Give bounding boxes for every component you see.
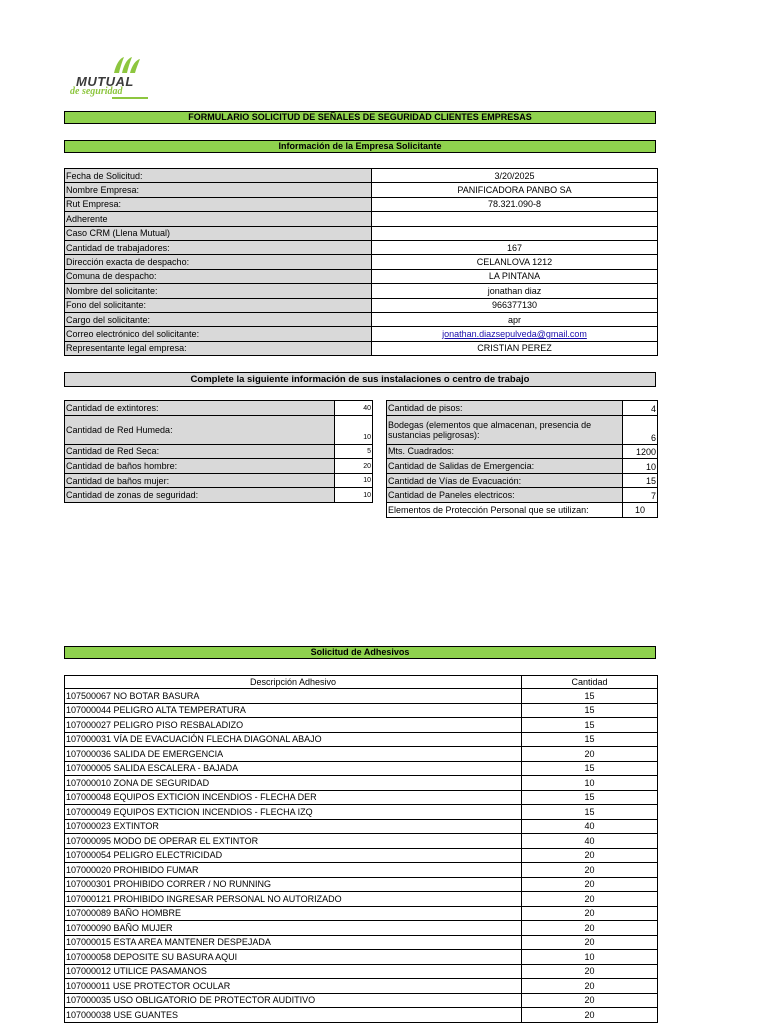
company-info-row xyxy=(65,169,658,183)
column-header-description: Descripción Adhesivo xyxy=(65,676,522,689)
sticker-row xyxy=(65,776,658,791)
sticker-quantity: 15 xyxy=(522,790,658,805)
sticker-row xyxy=(65,689,658,704)
facility-value: 6 xyxy=(623,415,658,444)
facility-row xyxy=(65,473,373,488)
company-info-row xyxy=(65,298,658,312)
sticker-description: 107000089 BAÑO HOMBRE xyxy=(65,906,522,921)
company-info-label: Fono del solicitante: xyxy=(65,298,372,312)
facilities-left-table xyxy=(64,400,373,503)
company-info-row xyxy=(65,284,658,298)
sticker-description: 107000023 EXTINTOR xyxy=(65,819,522,834)
company-info-row xyxy=(65,269,658,283)
company-info-row xyxy=(65,255,658,269)
sticker-quantity: 20 xyxy=(522,935,658,950)
sticker-quantity: 20 xyxy=(522,993,658,1008)
sticker-quantity: 20 xyxy=(522,906,658,921)
facility-label: Cantidad de Vías de Evacuación: xyxy=(387,473,623,488)
sticker-row xyxy=(65,906,658,921)
sticker-description: 107000015 ESTA AREA MANTENER DESPEJADA xyxy=(65,935,522,950)
sticker-row xyxy=(65,805,658,820)
logo-leaf-icon xyxy=(108,56,142,74)
sticker-row xyxy=(65,819,658,834)
sticker-row xyxy=(65,863,658,878)
company-info-value xyxy=(372,212,658,226)
company-info-label: Comuna de despacho: xyxy=(65,269,372,283)
company-info-value: LA PINTANA xyxy=(372,269,658,283)
sticker-quantity: 10 xyxy=(522,776,658,791)
form-title: FORMULARIO SOLICITUD DE SEÑALES DE SEGURIDAD CLIENTES EMPRESAS xyxy=(64,111,656,124)
facility-row xyxy=(387,415,658,444)
stickers-table xyxy=(64,675,658,1023)
facility-row xyxy=(65,488,373,503)
sticker-description: 107000095 MODO DE OPERAR EL EXTINTOR xyxy=(65,834,522,849)
facility-label: Cantidad de Red Seca: xyxy=(65,444,335,459)
sticker-quantity: 20 xyxy=(522,921,658,936)
sticker-description: 107000058 DEPOSITE SU BASURA AQUI xyxy=(65,950,522,965)
sticker-description: 107000038 USE GUANTES xyxy=(65,1008,522,1023)
company-info-label: Cantidad de trabajadores: xyxy=(65,240,372,254)
facility-value: 15 xyxy=(623,473,658,488)
column-header-quantity: Cantidad xyxy=(522,676,658,689)
sticker-description: 107500067 NO BOTAR BASURA xyxy=(65,689,522,704)
facility-value: 20 xyxy=(335,459,373,474)
facility-label: Cantidad de extintores: xyxy=(65,401,335,416)
company-info-label: Rut Empresa: xyxy=(65,197,372,211)
sticker-quantity: 15 xyxy=(522,805,658,820)
company-info-row xyxy=(65,212,658,226)
facility-label: Cantidad de baños mujer: xyxy=(65,473,335,488)
facility-label: Cantidad de baños hombre: xyxy=(65,459,335,474)
sticker-row xyxy=(65,877,658,892)
sticker-row xyxy=(65,993,658,1008)
sticker-row xyxy=(65,761,658,776)
sticker-description: 107000027 PELIGRO PISO RESBALADIZO xyxy=(65,718,522,733)
stickers-section-title: Solicitud de Adhesivos xyxy=(64,646,656,659)
facility-value: 10 xyxy=(335,488,373,503)
company-info-value: 3/20/2025 xyxy=(372,169,658,183)
sticker-row xyxy=(65,703,658,718)
company-info-value: 966377130 xyxy=(372,298,658,312)
company-info-row xyxy=(65,240,658,254)
facility-label: Mts. Cuadrados: xyxy=(387,444,623,459)
mutual-logo xyxy=(68,56,154,100)
facility-label: Cantidad de Salidas de Emergencia: xyxy=(387,459,623,474)
sticker-description: 107000036 SALIDA DE EMERGENCIA xyxy=(65,747,522,762)
sticker-description: 107000301 PROHIBIDO CORRER / NO RUNNING xyxy=(65,877,522,892)
facility-label: Cantidad de zonas de seguridad: xyxy=(65,488,335,503)
company-info-value: 167 xyxy=(372,240,658,254)
sticker-quantity: 15 xyxy=(522,761,658,776)
company-info-row xyxy=(65,197,658,211)
facility-row xyxy=(387,401,658,416)
sticker-description: 107000049 EQUIPOS EXTICION INCENDIOS - FLECHA IZQ xyxy=(65,805,522,820)
facility-value: 10 xyxy=(623,459,658,474)
company-info-value xyxy=(372,226,658,240)
company-info-value: jonathan diaz xyxy=(372,284,658,298)
sticker-quantity: 40 xyxy=(522,819,658,834)
company-info-value: PANIFICADORA PANBO SA xyxy=(372,183,658,197)
company-section-title: Información de la Empresa Solicitante xyxy=(64,140,656,153)
company-info-value: CELANLOVA 1212 xyxy=(372,255,658,269)
sticker-row xyxy=(65,950,658,965)
sticker-description: 107000011 USE PROTECTOR OCULAR xyxy=(65,979,522,994)
company-info-value: 78.321.090-8 xyxy=(372,197,658,211)
company-info-label: Fecha de Solicitud: xyxy=(65,169,372,183)
sticker-quantity: 20 xyxy=(522,1008,658,1023)
company-info-label: Nombre Empresa: xyxy=(65,183,372,197)
facility-row xyxy=(387,473,658,488)
sticker-row xyxy=(65,964,658,979)
company-info-row xyxy=(65,327,658,341)
company-info-label: Representante legal empresa: xyxy=(65,341,372,355)
sticker-row xyxy=(65,732,658,747)
sticker-quantity: 40 xyxy=(522,834,658,849)
sticker-description: 107000121 PROHIBIDO INGRESAR PERSONAL NO AUTORIZADO xyxy=(65,892,522,907)
facility-label: Cantidad de Paneles electricos: xyxy=(387,488,623,503)
sticker-quantity: 15 xyxy=(522,718,658,733)
facility-value: 10 xyxy=(335,473,373,488)
facility-value: 5 xyxy=(335,444,373,459)
sticker-description: 107000031 VÍA DE EVACUACIÓN FLECHA DIAGONAL ABAJO xyxy=(65,732,522,747)
sticker-description: 107000035 USO OBLIGATORIO DE PROTECTOR AUDITIVO xyxy=(65,993,522,1008)
company-info-row xyxy=(65,226,658,240)
sticker-quantity: 10 xyxy=(522,950,658,965)
sticker-row xyxy=(65,979,658,994)
facilities-section-title: Complete la siguiente información de sus instalaciones o centro de trabajo xyxy=(64,372,656,387)
facility-value: 40 xyxy=(335,401,373,416)
facility-value: 4 xyxy=(623,401,658,416)
sticker-description: 107000005 SALIDA ESCALERA - BAJADA xyxy=(65,761,522,776)
facility-value: 10 xyxy=(335,415,373,444)
company-info-label: Dirección exacta de despacho: xyxy=(65,255,372,269)
sticker-quantity: 20 xyxy=(522,848,658,863)
facility-row xyxy=(65,401,373,416)
facility-label: Bodegas (elementos que almacenan, presencia de sustancias peligrosas): xyxy=(387,415,623,444)
sticker-description: 107000044 PELIGRO ALTA TEMPERATURA xyxy=(65,703,522,718)
facility-row xyxy=(65,444,373,459)
sticker-quantity: 20 xyxy=(522,877,658,892)
sticker-description: 107000010 ZONA DE SEGURIDAD xyxy=(65,776,522,791)
facility-value: 1200 xyxy=(623,444,658,459)
company-info-label: Cargo del solicitante: xyxy=(65,312,372,326)
logo-underline xyxy=(112,97,148,99)
sticker-row xyxy=(65,892,658,907)
company-info-label: Nombre del solicitante: xyxy=(65,284,372,298)
sticker-row xyxy=(65,834,658,849)
company-info-row xyxy=(65,312,658,326)
sticker-description: 107000090 BAÑO MUJER xyxy=(65,921,522,936)
sticker-quantity: 15 xyxy=(522,689,658,704)
facilities-right-table xyxy=(386,400,658,518)
facility-row xyxy=(65,459,373,474)
sticker-description: 107000048 EQUIPOS EXTICION INCENDIOS - FLECHA DER xyxy=(65,790,522,805)
sticker-quantity: 20 xyxy=(522,979,658,994)
facility-row xyxy=(387,502,658,517)
sticker-quantity: 15 xyxy=(522,703,658,718)
company-info-row xyxy=(65,341,658,355)
sticker-quantity: 20 xyxy=(522,863,658,878)
company-info-label: Correo electrónico del solicitante: xyxy=(65,327,372,341)
sticker-quantity: 20 xyxy=(522,892,658,907)
company-info-value: apr xyxy=(372,312,658,326)
logo-text-sub: de seguridad xyxy=(70,86,123,97)
facility-value: 10 xyxy=(623,502,658,517)
facility-label: Cantidad de Red Humeda: xyxy=(65,415,335,444)
sticker-description: 107000054 PELIGRO ELECTRICIDAD xyxy=(65,848,522,863)
sticker-row xyxy=(65,921,658,936)
company-info-table xyxy=(64,168,658,356)
facility-row xyxy=(387,459,658,474)
sticker-row xyxy=(65,1008,658,1023)
facility-label: Elementos de Protección Personal que se utilizan: xyxy=(387,502,623,517)
facility-row xyxy=(65,415,373,444)
facility-value: 7 xyxy=(623,488,658,503)
sticker-row xyxy=(65,848,658,863)
company-info-value: CRISTIAN PEREZ xyxy=(372,341,658,355)
facility-label: Cantidad de pisos: xyxy=(387,401,623,416)
sticker-row xyxy=(65,790,658,805)
sticker-quantity: 15 xyxy=(522,732,658,747)
sticker-row xyxy=(65,747,658,762)
company-info-label: Caso CRM (Llena Mutual) xyxy=(65,226,372,240)
sticker-description: 107000020 PROHIBIDO FUMAR xyxy=(65,863,522,878)
stickers-header-row xyxy=(65,676,658,689)
sticker-row xyxy=(65,718,658,733)
sticker-description: 107000012 UTILICE PASAMANOS xyxy=(65,964,522,979)
sticker-quantity: 20 xyxy=(522,964,658,979)
company-info-label: Adherente xyxy=(65,212,372,226)
sticker-row xyxy=(65,935,658,950)
email-link[interactable]: jonathan.diazsepulveda@gmail.com xyxy=(372,327,658,341)
sticker-quantity: 20 xyxy=(522,747,658,762)
facility-row xyxy=(387,488,658,503)
company-info-row xyxy=(65,183,658,197)
facility-row xyxy=(387,444,658,459)
logo-text-main: MUTUAL xyxy=(76,74,134,89)
